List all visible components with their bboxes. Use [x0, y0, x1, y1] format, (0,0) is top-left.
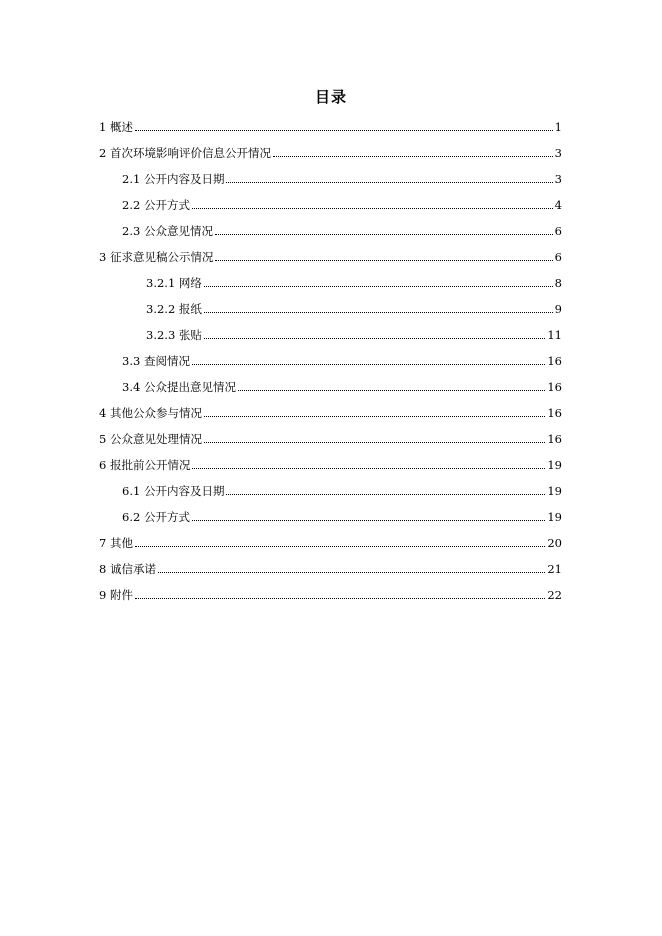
toc-leader-dots [204, 441, 545, 443]
toc-title: 目录 [314, 88, 347, 106]
toc-entry-label: 6 报批前公开情况 [99, 458, 191, 472]
toc-leader-dots [215, 233, 553, 235]
toc-entry[interactable] [99, 426, 562, 446]
toc-entry-page: 8 [554, 276, 562, 290]
toc-leader-dots [135, 545, 545, 547]
toc-leader-dots [192, 467, 545, 469]
toc-leader-dots [204, 285, 553, 287]
toc-entry[interactable] [99, 582, 562, 602]
toc-entry-page: 16 [547, 406, 562, 420]
toc-entry[interactable] [99, 140, 562, 160]
toc-entry-label: 2.2 公开方式 [122, 198, 190, 212]
toc-entry-page: 22 [547, 588, 562, 602]
toc-entry-page: 19 [547, 484, 562, 498]
toc-leader-dots [273, 155, 553, 157]
toc-leader-dots [226, 181, 552, 183]
toc-entry-page: 19 [547, 510, 562, 524]
toc-entry[interactable] [99, 244, 562, 264]
toc-entry-label: 8 诚信承诺 [99, 562, 156, 576]
toc-entry-page: 1 [554, 120, 562, 134]
toc-entry-page: 21 [547, 562, 562, 576]
toc-entry[interactable] [122, 166, 562, 186]
toc-entry[interactable] [99, 452, 562, 472]
toc-entry-page: 4 [554, 198, 562, 212]
toc-entry-label: 4 其他公众参与情况 [99, 406, 202, 420]
toc-entry-label: 3.3 查阅情况 [122, 354, 190, 368]
toc-entry-label: 7 其他 [99, 536, 133, 550]
toc-leader-dots [192, 207, 553, 209]
toc-entry-label: 3.2.1 网络 [146, 276, 202, 290]
toc-entry[interactable] [99, 400, 562, 420]
toc-entry[interactable] [99, 556, 562, 576]
toc-entry-label: 9 附件 [99, 588, 133, 602]
toc-leader-dots [135, 597, 545, 599]
toc-leader-dots [135, 129, 553, 131]
toc-leader-dots [226, 493, 545, 495]
toc-entry-page: 19 [547, 458, 562, 472]
toc-entry-page: 16 [547, 354, 562, 368]
toc-leader-dots [192, 519, 545, 521]
toc-entry-label: 3 征求意见稿公示情况 [99, 250, 214, 264]
toc-entry[interactable] [122, 478, 562, 498]
toc-entry-page: 16 [547, 380, 562, 394]
toc-entry-page: 11 [547, 328, 562, 342]
toc-entry[interactable] [122, 218, 562, 238]
toc-entry-label: 2.3 公众意见情况 [122, 224, 213, 238]
toc-entry[interactable] [146, 270, 562, 290]
toc-entry-label: 6.2 公开方式 [122, 510, 190, 524]
toc-entry-page: 6 [554, 250, 562, 264]
toc-leader-dots [238, 389, 545, 391]
toc-entry[interactable] [122, 348, 562, 368]
toc-leader-dots [204, 337, 545, 339]
toc-entry-page: 3 [554, 146, 562, 160]
toc-leader-dots [204, 311, 553, 313]
toc-entry-label: 2 首次环境影响评价信息公开情况 [99, 146, 271, 160]
toc-entry-label: 6.1 公开内容及日期 [122, 484, 225, 498]
toc-entry[interactable] [99, 114, 562, 134]
toc-leader-dots [192, 363, 545, 365]
toc-entry[interactable] [122, 504, 562, 524]
toc-entry-page: 9 [554, 302, 562, 316]
toc-leader-dots [158, 571, 545, 573]
toc-entry-page: 3 [554, 172, 562, 186]
toc-entry-label: 3.2.2 报纸 [146, 302, 202, 316]
toc-leader-dots [204, 415, 545, 417]
toc-entry[interactable] [122, 374, 562, 394]
toc-entry-label: 1 概述 [99, 120, 133, 134]
toc-entry-label: 3.4 公众提出意见情况 [122, 380, 236, 394]
toc-entry-page: 16 [547, 432, 562, 446]
toc-entry[interactable] [99, 530, 562, 550]
toc-entry-page: 6 [554, 224, 562, 238]
toc-entry-page: 20 [547, 536, 562, 550]
toc-entry[interactable] [122, 192, 562, 212]
toc-entry[interactable] [146, 322, 562, 342]
toc-entry-label: 2.1 公开内容及日期 [122, 172, 225, 186]
toc-entry[interactable] [146, 296, 562, 316]
toc-leader-dots [215, 259, 552, 261]
toc-entry-label: 5 公众意见处理情况 [99, 432, 202, 446]
toc-entry-label: 3.2.3 张贴 [146, 328, 202, 342]
